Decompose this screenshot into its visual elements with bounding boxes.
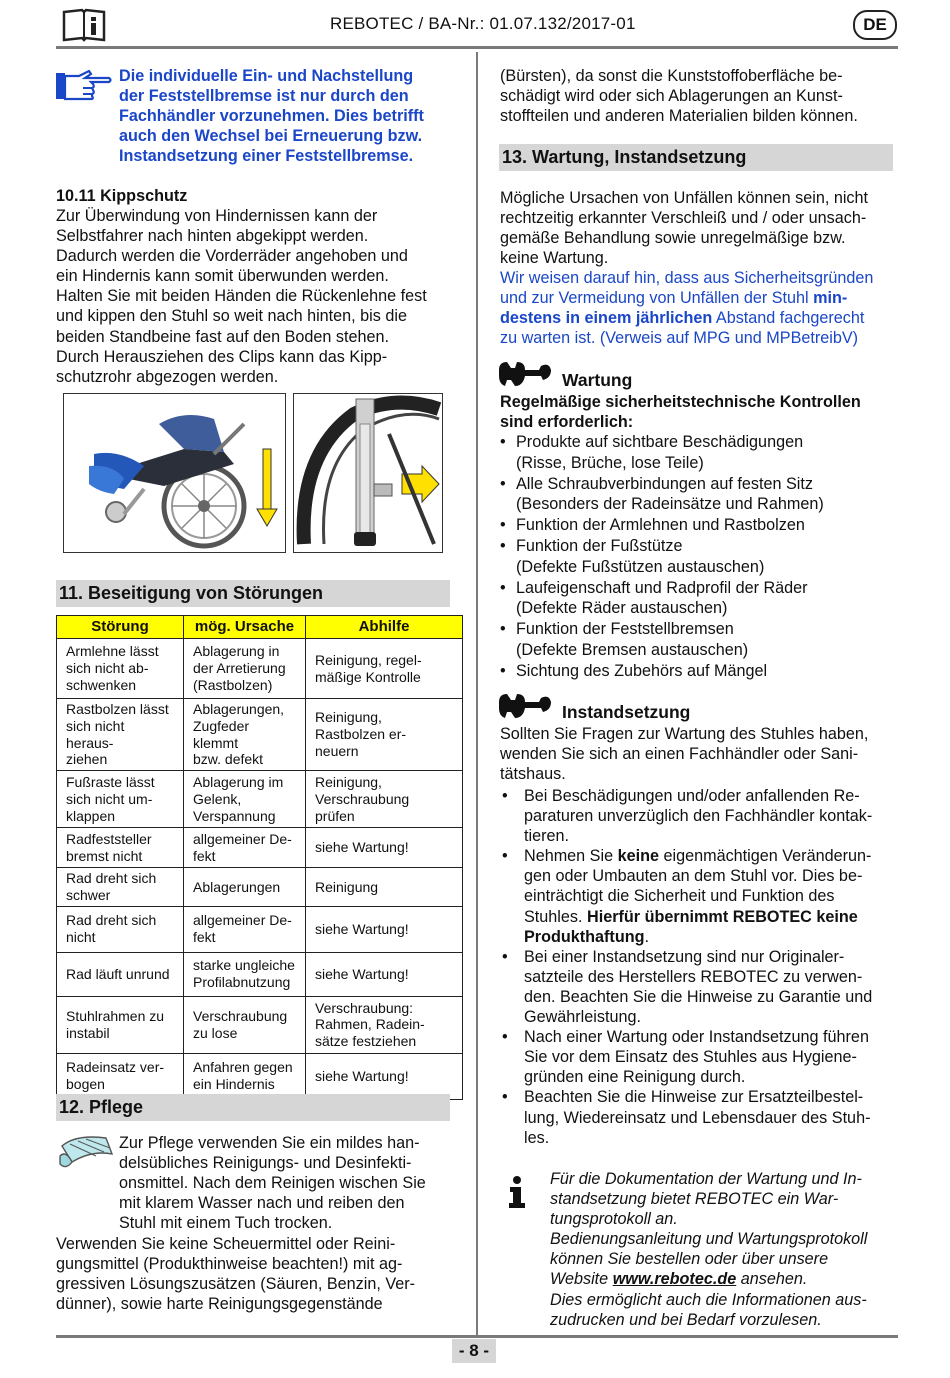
care-text [119, 1133, 450, 1233]
text-line: beiden Standbeine fast auf den Boden stehen. [56, 327, 390, 346]
text-line: Regelmäßige sicherheitstechnische Kontrollen [500, 393, 861, 411]
text-span: und zur Vermeidung von Unfällen der Stuhl [500, 289, 814, 308]
table-row [57, 771, 463, 828]
pointing-hand-icon [55, 68, 113, 102]
documentation-info [550, 1169, 893, 1330]
repair-list [500, 786, 893, 1148]
text-line: schädigt wird oder sich Ablagerungen an Kunst- [500, 87, 843, 106]
text-line: Halten Sie mit beiden Händen die Rückenlehne fest [56, 287, 427, 306]
wheelchair-tilted-figure [63, 393, 286, 553]
wrench-icon [497, 692, 553, 722]
text-line: Dies ermöglicht auch die Informationen aus- [550, 1290, 867, 1309]
column-header: Abhilfe [306, 616, 463, 639]
text-line: ein Hindernis kann somit überwunden werden. [56, 267, 389, 286]
cell-cause: Ablagerungen [184, 868, 306, 907]
wrench-icon [497, 360, 553, 390]
cell-remedy: Verschraubung: Rahmen, Radein- sätze festziehen [306, 996, 463, 1053]
cell-fault: Radeinsatz ver- bogen [57, 1053, 184, 1099]
text-line: Durch Herausziehen des Clips kann das Kipp- [56, 347, 388, 366]
text-line: und kippen den Stuhl so weit nach hinten, bis die [56, 307, 407, 326]
care-warning-text [56, 1234, 450, 1314]
text-line: können Sie bestellen oder über unsere [550, 1250, 829, 1269]
website-link[interactable]: www.rebotec.de [612, 1270, 737, 1289]
accident-causes-text [500, 188, 893, 268]
text-line [500, 308, 893, 328]
page-number: - 8 - [452, 1339, 496, 1363]
wartung-subtitle [500, 392, 900, 432]
text-line: Zur Überwindung von Hindernissen kann der [56, 207, 378, 225]
cell-cause: Ablagerungen, Zugfeder klemmt bzw. defekt [184, 699, 306, 771]
text-line: gemäße Behandlung sowie unregelmäßige bzw. [500, 229, 846, 248]
anti-tip-clip-figure [293, 393, 443, 553]
table-row [57, 828, 463, 868]
text-line: (Bürsten), da sonst die Kunststoffoberfläche be- [500, 67, 843, 85]
cell-cause: allgemeiner De- fekt [184, 828, 306, 868]
note-line: auch den Wechsel bei Erneuerung bzw. [119, 127, 423, 146]
cell-remedy: siehe Wartung! [306, 952, 463, 996]
cell-remedy: Reinigung, Verschraubung prüfen [306, 771, 463, 828]
table-row [57, 952, 463, 996]
text-line: tungsprotokoll an. [550, 1210, 678, 1229]
cell-remedy: siehe Wartung! [306, 906, 463, 952]
table-row [57, 639, 463, 699]
text-line: sind erforderlich: [500, 413, 634, 432]
table-row [57, 996, 463, 1053]
cell-cause: starke ungleiche Profilabnutzung [184, 952, 306, 996]
text-line: Mögliche Ursachen von Unfällen können sein, nicht [500, 189, 869, 207]
kippschutz-heading: 10.11 Kippschutz [56, 187, 188, 205]
cell-cause: Anfahren gegen ein Hindernis [184, 1053, 306, 1099]
section-12-title: 12. Pflege [56, 1094, 450, 1121]
note-line: der Feststellbremse ist nur durch den [119, 87, 409, 106]
text-line: Selbstfahrer nach hinten abgekippt werden. [56, 227, 369, 246]
text-line: mit klarem Wasser nach und reiben den [119, 1194, 405, 1213]
table-row [57, 906, 463, 952]
text-line: rechtzeitig erkannter Verschleiß und / oder unsach- [500, 209, 867, 228]
section-11-title: 11. Beseitigung von Störungen [56, 580, 450, 607]
text-line: Stuhl mit einem Tuch trocken. [119, 1214, 333, 1233]
cell-remedy: Reinigung, regel- mäßige Kontrolle [306, 639, 463, 699]
list-item: • Nehmen Sie keine eigenmächtigen Veränderun- gen oder Umbauten an dem Stuhl vor. Dies be- einträchtigt die Sicherheit und Funktion des Stuhles. Hierfür übernimmt REBOTEC keine Produkthaftung. [500, 846, 893, 946]
list-item: • Funktion der Fußstütze (Defekte Fußstützen austauschen) [500, 536, 893, 578]
bold-span: min- [813, 289, 848, 308]
info-icon [506, 1175, 528, 1209]
list-item: • Funktion der Armlehnen und Rastbolzen [500, 515, 893, 536]
text-line: standsetzung bietet REBOTEC ein War- [550, 1190, 839, 1209]
text-line: zudrucken und bei Bedarf vorzulesen. [550, 1310, 822, 1329]
cell-fault: Rad dreht sich nicht [57, 906, 184, 952]
table-row [57, 699, 463, 771]
column-header: mög. Ursache [184, 616, 306, 639]
text-line: Bedienungsanleitung und Wartungsprotokoll [550, 1230, 868, 1249]
table-header-row [57, 616, 463, 639]
note-line: Fachhändler vorzunehmen. Dies betrifft [119, 107, 424, 126]
list-item: • Produkte auf sichtbare Beschädigungen (Risse, Brüche, lose Teile) [500, 432, 893, 474]
cleaning-cloth-icon [56, 1132, 116, 1172]
cell-fault: Stuhlrahmen zu instabil [57, 996, 184, 1053]
cell-fault: Rad läuft unrund [57, 952, 184, 996]
cell-fault: Rad dreht sich schwer [57, 868, 184, 907]
footer-rule [56, 1335, 898, 1338]
section-13-title: 13. Wartung, Instandsetzung [499, 144, 893, 171]
text-line: gressiven Lösungszusätzen (Säuren, Benzin, Ver- [56, 1275, 416, 1294]
list-item: • Alle Schraubverbindungen auf festen Sitz (Besonders der Radeinsätze und Rahmen) [500, 474, 893, 516]
text-line: dünner), sowie harte Reinigungsgegenstände [56, 1295, 383, 1314]
cell-remedy: Reinigung, Rastbolzen er- neuern [306, 699, 463, 771]
cell-cause: allgemeiner De- fekt [184, 906, 306, 952]
brake-note [119, 66, 450, 166]
kippschutz-text [56, 206, 450, 387]
annual-maintenance-note [500, 268, 893, 348]
list-item: • Beachten Sie die Hinweise zur Ersatzteilbestel- lung, Wiedereinsatz und Lebensdauer des Stuh- les. [500, 1087, 893, 1147]
column-header: Störung [57, 616, 184, 639]
cell-fault: Rastbolzen lässt sich nicht heraus- ziehen [57, 699, 184, 771]
text-line: stoffteilen und anderen Materialien bilden können. [500, 107, 858, 126]
table-row [57, 1053, 463, 1099]
note-line: Instandsetzung einer Feststellbremse. [119, 147, 414, 166]
cell-fault: Armlehne lässt sich nicht ab- schwenken [57, 639, 184, 699]
list-item: • Bei einer Instandsetzung sind nur Originaler- satzteile des Herstellers REBOTEC zu verwen- den. Beachten Sie die Hinweise zu Garantie und Gewährleistung. [500, 947, 893, 1027]
list-item: • Laufeigenschaft und Radprofil der Räder (Defekte Räder austauschen) [500, 578, 893, 620]
repair-intro [500, 724, 893, 784]
bold-span: destens in einem jährlichen [500, 309, 713, 328]
cell-fault: Fußraste lässt sich nicht um- klappen [57, 771, 184, 828]
text-line: Für die Dokumentation der Wartung und In- [550, 1170, 862, 1188]
list-item: • Bei Beschädigungen und/oder anfallenden Re- paraturen unverzüglich den Fachhändler kontak- tieren. [500, 786, 893, 846]
instandsetzung-title: Instandsetzung [562, 702, 691, 722]
care-continuation [500, 66, 893, 126]
cell-cause: Verschraubung zu lose [184, 996, 306, 1053]
text-line: delsübliches Reinigungs- und Desinfekti- [119, 1154, 412, 1173]
text-line: Dadurch werden die Vorderräder angehoben und [56, 247, 408, 266]
fault-table [56, 615, 463, 1100]
header-title: REBOTEC / BA-Nr.: 01.07.132/2017-01 [330, 14, 636, 33]
text-line: wenden Sie sich an einen Fachhändler oder Sani- [500, 745, 859, 764]
cell-fault: Radfeststeller bremst nicht [57, 828, 184, 868]
note-line: Die individuelle Ein- und Nachstellung [119, 67, 414, 85]
text-line [500, 288, 893, 308]
cell-cause: Ablagerung im Gelenk, Verspannung [184, 771, 306, 828]
text-line: tätshaus. [500, 765, 566, 784]
text-span: Abstand fachgerecht [712, 309, 865, 328]
cell-remedy: siehe Wartung! [306, 1053, 463, 1099]
cell-remedy: siehe Wartung! [306, 828, 463, 868]
cell-remedy: Reinigung [306, 868, 463, 907]
text-line: keine Wartung. [500, 249, 609, 268]
language-badge: DE [853, 10, 897, 40]
wartung-title: Wartung [562, 370, 633, 390]
wartung-checklist [500, 432, 893, 682]
text-line: gungsmittel (Produkthinweise beachten!) mit ag- [56, 1255, 403, 1274]
text-line: Sollten Sie Fragen zur Wartung des Stuhles haben, [500, 725, 869, 743]
header-rule [56, 46, 898, 49]
list-item: • Sichtung des Zubehörs auf Mängel [500, 661, 893, 682]
text-line: onsmittel. Nach dem Reinigen wischen Sie [119, 1174, 426, 1193]
list-item: • Nach einer Wartung oder Instandsetzung führen Sie vor dem Einsatz des Stuhles aus Hygiene- gründen eine Reinigung durch. [500, 1027, 893, 1087]
text-line: Wir weisen darauf hin, dass aus Sicherheitsgründen [500, 269, 874, 287]
text-line: zu warten ist. (Verweis auf MPG und MPBetreibV) [500, 329, 859, 348]
book-info-icon [62, 8, 106, 42]
text-line: Website www.rebotec.de ansehen. [550, 1270, 808, 1289]
text-line: Zur Pflege verwenden Sie ein mildes han- [119, 1134, 420, 1152]
text-line: Verwenden Sie keine Scheuermittel oder Reini- [56, 1235, 396, 1253]
column-divider [476, 52, 478, 1335]
table-row [57, 868, 463, 907]
text-line: schutzrohr abgezogen werden. [56, 367, 279, 386]
cell-cause: Ablagerung in der Arretierung (Rastbolzen) [184, 639, 306, 699]
list-item: • Funktion der Feststellbremsen (Defekte Bremsen austauschen) [500, 619, 893, 661]
